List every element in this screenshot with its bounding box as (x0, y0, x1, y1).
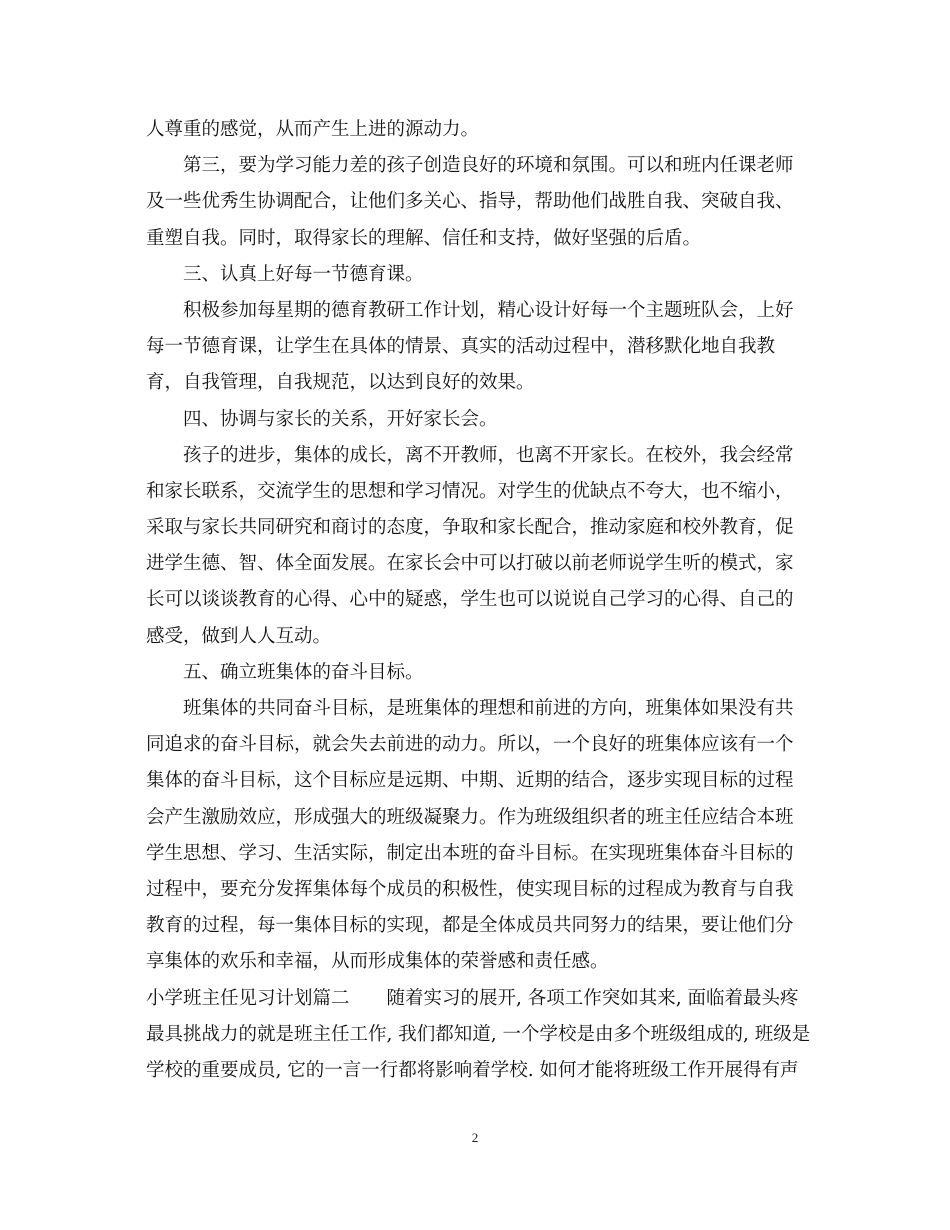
section-heading: 三、认真上好每一节德育课。 (183, 263, 424, 285)
text-line: 及一些优秀生协调配合，让他们多关心、指导，帮助他们战胜自我、突破自我、 (146, 191, 794, 213)
text-line: 会产生激励效应，形成强大的班级凝聚力。作为班级组织者的班主任应结合本班 (146, 806, 794, 828)
body-text (146, 112, 810, 1089)
text-line: 进学生德、智、体全面发展。在家长会中可以打破以前老师说学生听的模式，家 (146, 553, 794, 575)
text-line: 最具挑战力的就是班主任工作, 我们都知道, 一个学校是由多个班级组成的, 班级是 (146, 1023, 810, 1045)
text-line: 每一节德育课，让学生在具体的情景、真实的活动过程中，潜移默化地自我教 (146, 336, 776, 358)
text-line: 采取与家长共同研究和商讨的态度，争取和家长配合，推动家庭和校外教育，促 (146, 517, 794, 539)
text-line: 和家长联系，交流学生的思想和学习情况。对学生的优缺点不夸大，也不缩小， (146, 480, 794, 502)
text-line: 班集体的共同奋斗目标，是班集体的理想和前进的方向，班集体如果没有共 (183, 698, 794, 719)
text-line: 享集体的欢乐和幸福，从而形成集体的荣誉感和责任感。 (146, 951, 609, 973)
text-line: 第三，要为学习能力差的孩子创造良好的环境和氛围。可以和班内任课老师 (183, 155, 794, 177)
text-line: 学校的重要成员, 它的一言一行都将影响着学校. 如何才能将班级工作开展得有声 (146, 1059, 799, 1081)
text-line: 教育的过程，每一集体目标的实现，都是全体成员共同努力的结果，要让他们分 (146, 915, 794, 937)
text-line: 积极参加每星期的德育教研工作计划，精心设计好每一个主题班队会，上好 (183, 299, 794, 321)
text-line: 重塑自我。同时，取得家长的理解、信任和支持，做好坚强的后盾。 (146, 227, 702, 249)
text-line: 感受，做到人人互动。 (146, 625, 332, 647)
text-line: 过程中，要充分发挥集体每个成员的积极性，使实现目标的过程成为教育与自我 (146, 878, 794, 900)
text-line: 集体的奋斗目标，这个目标应是远期、中期、近期的结合，逐步实现目标的过程 (146, 770, 794, 792)
page-number: 2 (471, 1130, 479, 1145)
text-line: 人尊重的感觉，从而产生上进的源动力。 (146, 119, 480, 140)
text-line: 长可以谈谈教育的心得、心中的疑惑，学生也可以说说自己学习的心得、自己的 (146, 589, 794, 611)
text-line: 孩子的进步，集体的成长，离不开教师，也离不开家长。在校外，我会经常 (183, 444, 794, 466)
section-heading: 四、协调与家长的关系，开好家长会。 (183, 408, 498, 430)
section-heading: 五、确立班集体的奋斗目标。 (183, 661, 424, 683)
text-line: 小学班主任见习计划篇二 随着实习的展开, 各项工作突如其来, 面临着最头疼 (146, 987, 799, 1009)
text-line: 育，自我管理，自我规范，以达到良好的效果。 (146, 372, 535, 394)
text-line: 学生思想、学习、生活实际，制定出本班的奋斗目标。在实现班集体奋斗目标的 (146, 842, 794, 864)
text-line: 同追求的奋斗目标，就会失去前进的动力。所以，一个良好的班集体应该有一个 (146, 734, 794, 756)
